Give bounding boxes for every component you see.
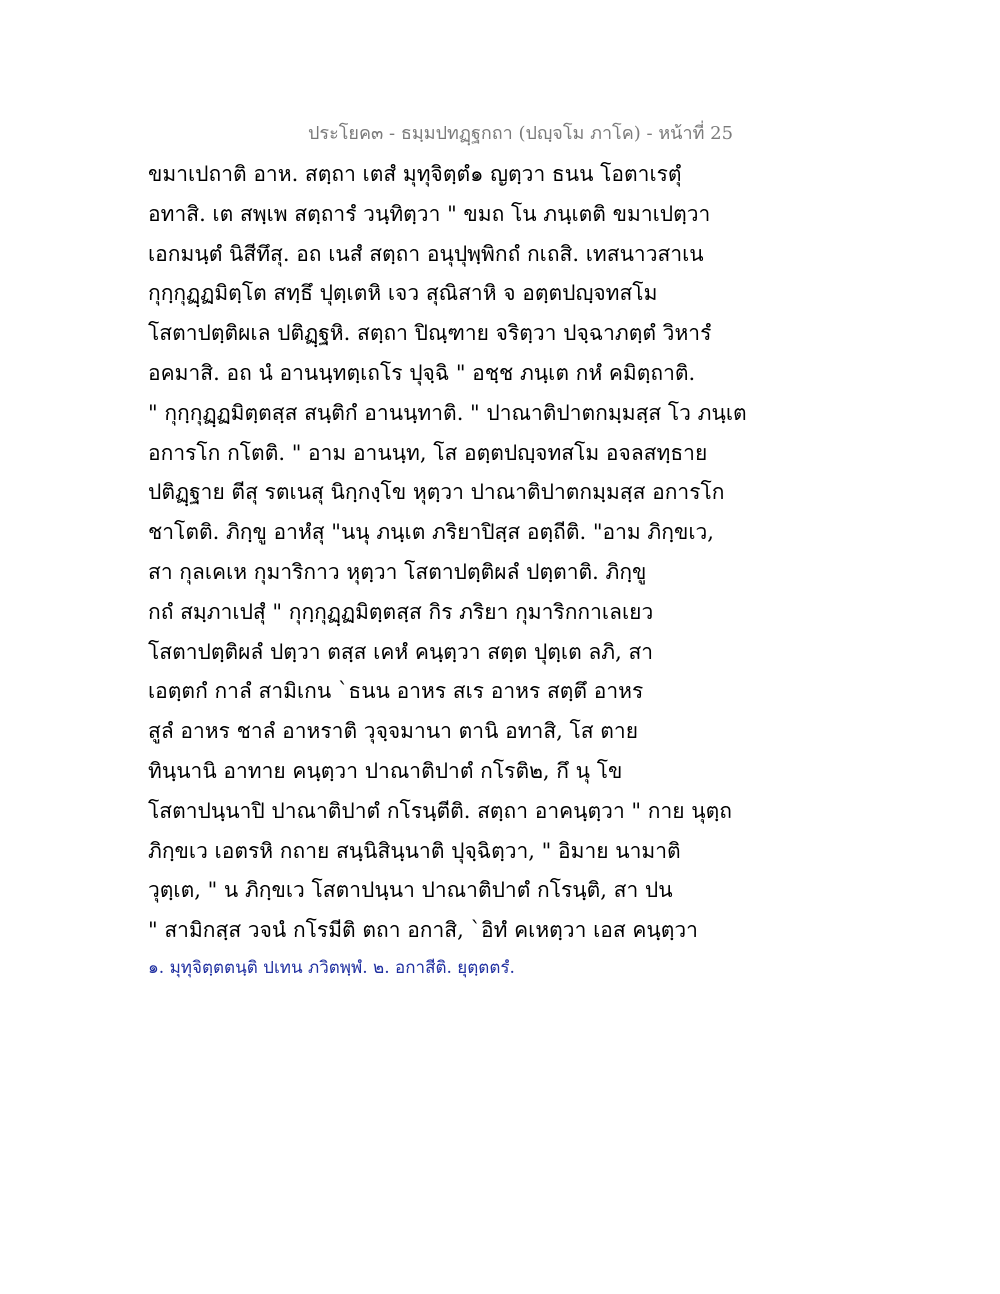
text-line: วุตฺเต, " น ภิกฺขเว โสตาปนฺนา ปาณาติปาตํ กโรนฺติ, สา ปน <box>148 878 673 903</box>
text-line: โสตาปตฺติผลํ ปตฺวา ตสฺส เคหํ คนฺตฺวา สตฺต ปุตฺเต ลภิ, สา <box>148 639 654 664</box>
text-line: กถํ สมฺภาเปสุํ " กุกฺกุฏฺฏมิตฺตสฺส กิร ภริยา กุมาริกกาเลเยว <box>148 599 654 624</box>
text-line: ชาโตติ. ภิกฺขู อาหํสุ "นนุ ภนฺเต ภริยาปิสฺส อตฺถีติ. "อาม ภิกฺขเว, <box>148 520 714 545</box>
text-line: " สามิกสฺส วจนํ กโรมีติ ตถา อกาสิ, `อิทํ คเหตฺวา เอส คนฺตฺวา <box>148 918 698 943</box>
text-line: โสตาปนฺนาปิ ปาณาติปาตํ กโรนฺตีติ. สตฺถา อาคนฺตฺวา " กาย นุตฺถ <box>148 798 732 823</box>
text-line: เอกมนฺตํ นิสีทึสุ. อถ เนสํ สตฺถา อนุปุพฺพิกถํ กเถสิ. เทสนาวสาเน <box>148 241 704 266</box>
body-text <box>148 158 747 954</box>
text-line: อทาสิ. เต สพฺเพ สตฺถารํ วนฺทิตฺวา " ขมถ โน ภนฺเตติ ขมาเปตฺวา <box>148 201 711 226</box>
text-line: เอตฺตกํ กาลํ สามิเกน `ธนน อาหร สเร อาหร สตฺตึ อาหร <box>148 679 644 704</box>
text-line: ทินฺนานิ อาทาย คนฺตฺวา ปาณาติปาตํ กโรติ๒, กึ นุ โข <box>148 758 623 783</box>
text-line: " กุกฺกุฏฺฏมิตฺตสฺส สนฺติกํ อานนฺทาติ. " ปาณาติปาตกมฺมสฺส โว ภนฺเต <box>148 400 747 425</box>
text-line: อคมาสิ. อถ นํ อานนฺทตฺเถโร ปุจฺฉิ " อชฺช ภนฺเต กหํ คมิตฺถาติ. <box>148 360 696 385</box>
text-line: กุกฺกุฏฺฏมิตฺโต สทฺธึ ปุตฺเตหิ เจว สุณิสาหิ จ อตฺตปญฺจทสโม <box>148 281 658 306</box>
text-line: โสตาปตฺติผเล ปติฏฺฐหิ. สตฺถา ปิณฺฑาย จริตฺวา ปจฺฉาภตฺตํ วิหารํ <box>148 321 712 346</box>
text-line: อการโก กโตติ. " อาม อานนฺท, โส อตฺตปญฺจทสโม อจลสทฺธาย <box>148 440 708 465</box>
page-header: ประโยค๓ - ธมฺมปทฏฺฐกถา (ปญฺจโม ภาโค) - หน้าที่ 25 <box>308 123 734 144</box>
text-line: ปติฏฺฐาย ตีสุ รตเนสุ นิกฺกงฺโข หุตฺวา ปาณาติปาตกมฺมสฺส อการโก <box>148 480 725 505</box>
text-line: ภิกฺขเว เอตรหิ กถาย สนฺนิสินฺนาติ ปุจฺฉิตฺวา, " อิมาย นามาติ <box>148 838 681 863</box>
text-line: สา กุลเคเห กุมาริกาว หุตฺวา โสตาปตฺติผลํ ปตฺตาติ. ภิกฺขู <box>148 559 647 584</box>
text-line: สูลํ อาหร ชาลํ อาหราติ วุจฺจมานา ตานิ อทาสิ, โส ตาย <box>148 719 639 744</box>
footnote: ๑. มุทุจิตฺตตนฺติ ปเทน ภวิตพฺพํ. ๒. อกาสีติ. ยุตฺตตรํ. <box>148 958 515 978</box>
text-line: ขมาเปถาติ อาห. สตฺถา เตสํ มุทุจิตฺตํ๑ ญตฺวา ธนน โอตาเรตุํ <box>148 162 682 186</box>
